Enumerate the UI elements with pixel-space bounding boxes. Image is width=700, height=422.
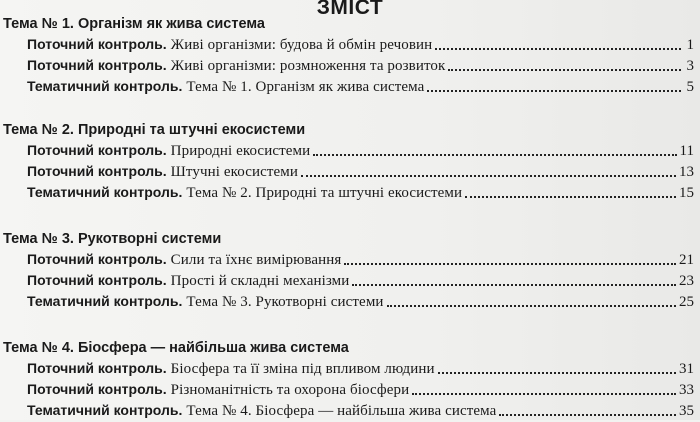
dot-leader [435,48,681,50]
section-title: Тема № 3. Рукотворні системи [3,231,222,247]
page-number: 31 [679,361,694,377]
dot-leader [301,175,676,177]
dot-leader [427,90,681,92]
entry-kind: Поточний контроль. [27,251,167,267]
page-number: 21 [679,252,694,268]
page-number: 25 [679,294,694,310]
page-number: 23 [679,273,694,289]
entry-text: Штучні екосистеми [170,164,298,180]
entry-text: Тема № 2. Природні та штучні екосистеми [186,185,463,201]
toc-entry[interactable] [27,270,694,291]
entry-kind: Поточний контроль. [27,163,167,179]
toc-entry[interactable] [27,379,694,400]
entry-text: Сили та їхнє вимірювання [170,252,342,268]
entry-kind: Тематичний контроль. [27,402,183,418]
entry-kind: Поточний контроль. [27,142,167,158]
page-number: 15 [679,185,694,201]
page-number: 11 [679,143,694,159]
toc-section-4 [3,338,694,421]
entry-text: Живі організми: розмноження та розвиток [170,58,446,74]
toc-entry[interactable] [27,358,694,379]
entry-text: Тема № 1. Організм як жива система [186,79,425,95]
page-number: 3 [686,58,694,74]
dot-leader [352,284,676,286]
toc-section-2 [3,120,694,203]
entry-kind: Тематичний контроль. [27,78,183,94]
entry-kind: Поточний контроль. [27,360,167,376]
page-title: ЗМІСТ [316,0,384,19]
page-number: 1 [686,37,694,53]
toc-entry[interactable] [27,161,694,182]
toc-entry[interactable] [27,34,694,55]
entry-kind: Поточний контроль. [27,272,167,288]
toc-entry[interactable] [27,249,694,270]
entry-kind: Поточний контроль. [27,36,167,52]
dot-leader [344,263,676,265]
entry-text: Тема № 3. Рукотворні системи [186,294,384,310]
entry-kind: Поточний контроль. [27,381,167,397]
section-title: Тема № 4. Біосфера — найбільша жива система [3,340,349,356]
entry-kind: Поточний контроль. [27,57,167,73]
toc-entry[interactable] [27,140,694,161]
dot-leader [448,69,681,71]
dot-leader [412,393,676,395]
toc-entry[interactable] [27,291,694,312]
entry-text: Природні екосистеми [170,143,311,159]
toc-entry[interactable] [27,76,694,97]
entry-kind: Тематичний контроль. [27,293,183,309]
dot-leader [438,372,676,374]
toc-entry[interactable] [27,400,694,421]
entry-text: Живі організми: будова й обмін речовин [170,37,433,53]
page-number: 13 [679,164,694,180]
entry-text: Тема № 4. Біосфера — найбільша жива система [186,403,497,419]
section-title: Тема № 1. Організм як жива система [3,16,265,32]
toc-entry[interactable] [27,182,694,203]
page-number: 33 [679,382,694,398]
dot-leader [465,196,676,198]
toc-section-1 [3,14,694,97]
toc-section-3 [3,229,694,312]
page-number: 5 [686,79,694,95]
dot-leader [499,414,676,416]
entry-kind: Тематичний контроль. [27,184,183,200]
page-number: 35 [679,403,694,419]
entry-text: Різноманітність та охорона біосфери [170,382,410,398]
dot-leader [313,154,676,156]
entry-text: Прості й складні механізми [170,273,350,289]
toc-entry[interactable] [27,55,694,76]
dot-leader [387,305,676,307]
entry-text: Біосфера та її зміна під впливом людини [170,361,435,377]
section-title: Тема № 2. Природні та штучні екосистеми [3,122,306,138]
